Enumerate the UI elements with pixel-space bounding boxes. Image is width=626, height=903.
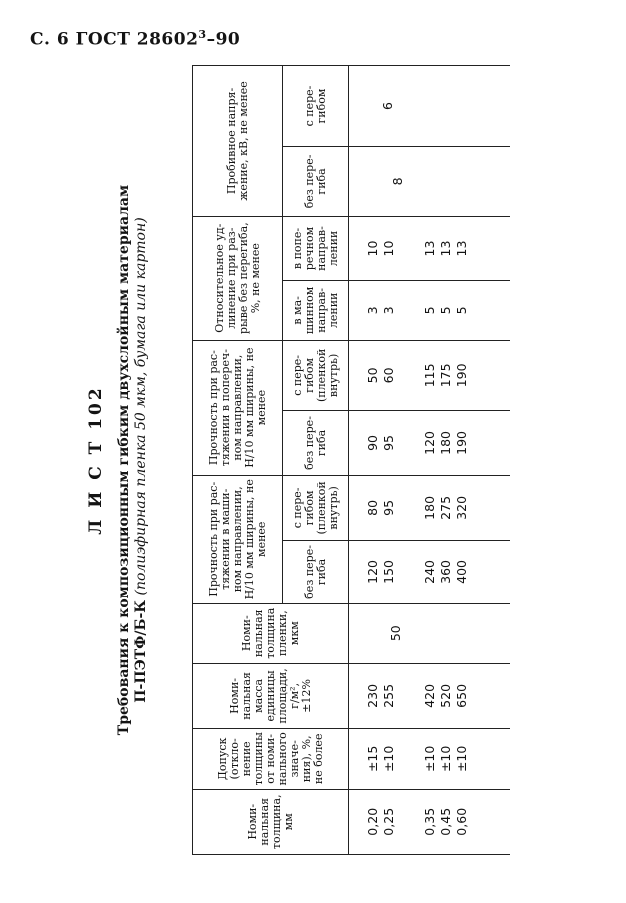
sub-fold-in: с пере-гибом (пленкой внутрь)	[283, 475, 349, 540]
film-value: 50	[381, 603, 406, 663]
sub-fold: с пере-гибом	[283, 66, 349, 147]
sheet-title: Л И С Т 102	[86, 385, 106, 535]
table-row: 0,20 ±15 230 120 80 90 50 3 10	[365, 66, 381, 855]
rotated-content	[80, 65, 600, 855]
sub-fold-in: с пере-гибом (пленкой внутрь)	[283, 340, 349, 411]
sub-cross-dir: в попе-речном направ-лении	[283, 216, 349, 280]
table-caption: Требования к композиционным гибким двухслойным материалам П-ПЭТФ/Б-К (полиэфирная пленка 50 мкм, бумага или картон)	[116, 184, 149, 736]
header-machine: Прочность при рас-тяжении в маши-ном направлении, Н/10 мм ширины, не менее	[193, 475, 283, 603]
header-film: Номи-нальная толщина пленки, мкм	[193, 603, 349, 663]
table-row: 0,25 ±10 255 50 150 95 95 60 3 10 8 6	[381, 66, 406, 855]
sub-no-fold: без пере-гиба	[283, 541, 349, 604]
header-mass: Номи-нальная масса единицы площади, г/м², ±12%	[193, 663, 349, 729]
header-thickness: Номи-нальная толщина, мм	[193, 789, 349, 854]
page-header: С. 6 ГОСТ 28602$^3$–90	[30, 28, 241, 50]
table-row: 0,60 ±10 650 400 320 190 190 5 13	[454, 66, 470, 855]
sub-no-fold: без пере-гиба	[283, 411, 349, 476]
voltage-fold: 6	[381, 66, 406, 147]
title-block	[80, 65, 150, 855]
sub-no-fold: без пере-гиба	[283, 147, 349, 217]
header-elong: Относительное уд-линение при раз-рыве без перегиба, %, не менее	[193, 216, 283, 340]
header-tolerance: Допуск (откло-нение толщины от номи-нального значе-ния), %, не более	[193, 729, 349, 789]
table-row: 0,35 ±10 420 240 180 120 115 5 13	[422, 66, 438, 855]
requirements-table	[192, 65, 510, 855]
sub-machine-dir: в ма-шинном направ-лении	[283, 281, 349, 340]
header-voltage: Пробивное напря-жение, кВ, не менее	[193, 66, 283, 217]
table-row: 0,45 ±10 520 360 275 180 175 5 13	[438, 66, 454, 855]
header-cross: Прочность при рас-тяжении в попереч-ном направлении, Н/10 мм ширины, не менее	[193, 340, 283, 475]
voltage-no-fold: 8	[381, 147, 406, 217]
